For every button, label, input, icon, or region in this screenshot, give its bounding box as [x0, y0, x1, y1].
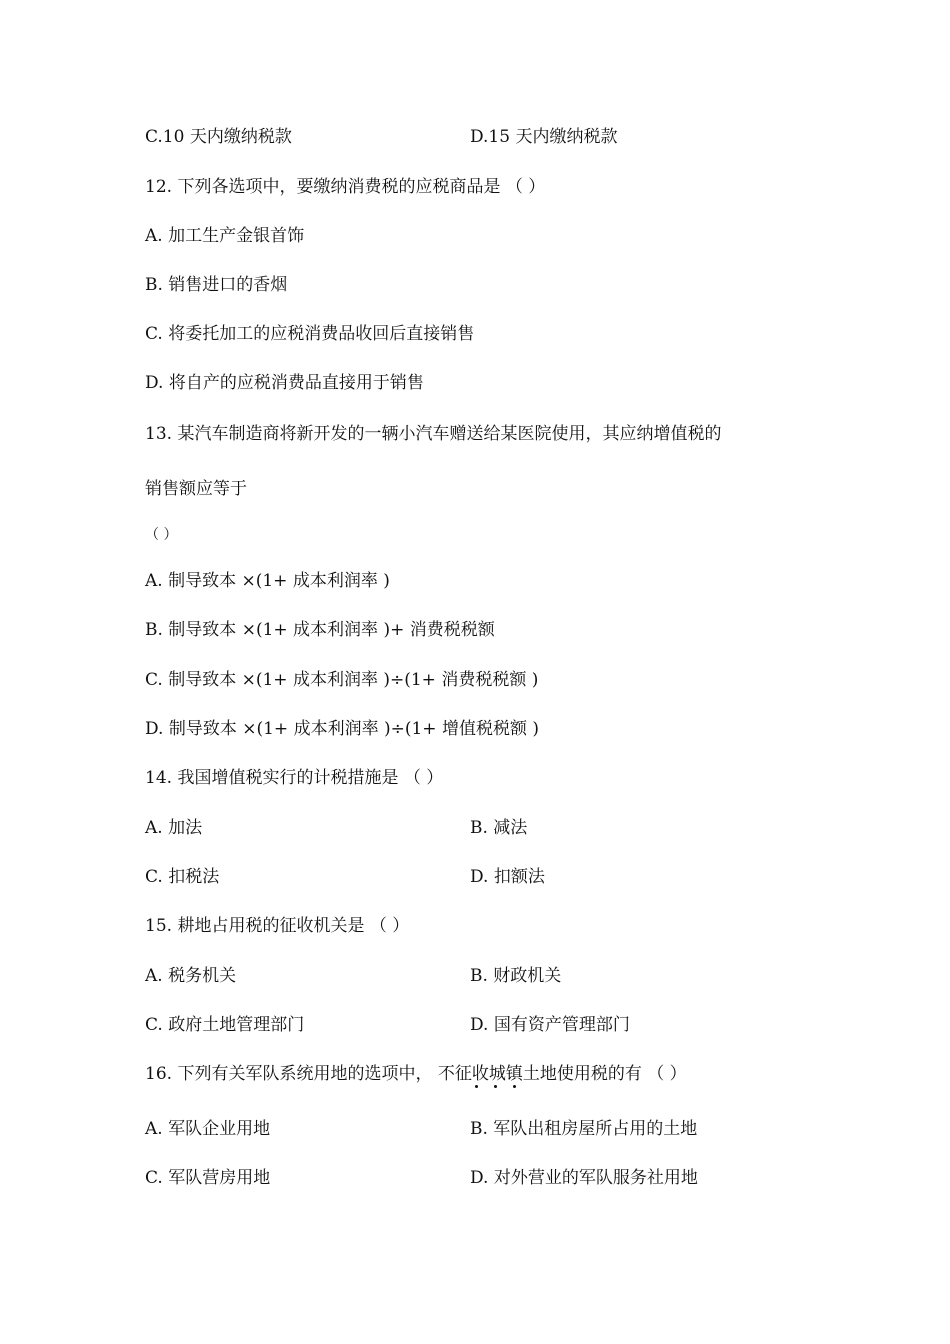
option-a-q14: A. 加法 — [145, 818, 203, 838]
option-d-q13: D. 制导致本 ×(1+ 成本利润率 )÷(1+ 增值税税额 ) — [145, 719, 539, 739]
option-b-q14: B. 减法 — [470, 818, 528, 838]
option-a-q16: A. 军队企业用地 — [145, 1119, 271, 1139]
option-c-q11: C.10 天内缴纳税款 — [145, 127, 292, 147]
option-c-q15: C. 政府土地管理部门 — [145, 1015, 305, 1035]
question-13-continued: 销售额应等于 — [145, 479, 247, 499]
option-d-q15: D. 国有资产管理部门 — [470, 1015, 630, 1035]
option-b-q16: B. 军队出租房屋所占用的土地 — [470, 1119, 698, 1139]
option-a-q12: A. 加工生产金银首饰 — [145, 226, 305, 246]
option-c-q16: C. 军队营房用地 — [145, 1168, 271, 1188]
option-b-q13: B. 制导致本 ×(1+ 成本利润率 )+ 消费税税额 — [145, 620, 495, 640]
option-c-q12: C. 将委托加工的应税消费品收回后直接销售 — [145, 324, 475, 344]
question-12: 12. 下列各选项中，要缴纳消费税的应税商品是 （ ） — [145, 177, 546, 197]
option-a-q13: A. 制导致本 ×(1+ 成本利润率 ) — [145, 571, 390, 591]
option-c-q13: C. 制导致本 ×(1+ 成本利润率 )÷(1+ 消费税税额 ) — [145, 670, 539, 690]
question-15: 15. 耕地占用税的征收机关是 （ ） — [145, 916, 410, 936]
option-d-q11: D.15 天内缴纳税款 — [470, 127, 618, 147]
option-d-q12: D. 将自产的应税消费品直接用于销售 — [145, 373, 424, 393]
question-14: 14. 我国增值税实行的计税措施是 （ ） — [145, 768, 444, 788]
emphasis-dots — [475, 1085, 535, 1091]
option-c-q14: C. 扣税法 — [145, 867, 220, 887]
option-b-q12: B. 销售进口的香烟 — [145, 275, 288, 295]
option-a-q15: A. 税务机关 — [145, 966, 237, 986]
option-d-q16: D. 对外营业的军队服务社用地 — [470, 1168, 698, 1188]
question-16: 16. 下列有关军队系统用地的选项中， 不征收城镇土地使用税的有 （ ） — [145, 1064, 687, 1084]
option-b-q15: B. 财政机关 — [470, 966, 562, 986]
answer-blank-q13: （ ） — [145, 527, 178, 543]
question-13: 13. 某汽车制造商将新开发的一辆小汽车赠送给某医院使用，其应纳增值税的 — [145, 424, 722, 444]
option-d-q14: D. 扣额法 — [470, 867, 545, 887]
